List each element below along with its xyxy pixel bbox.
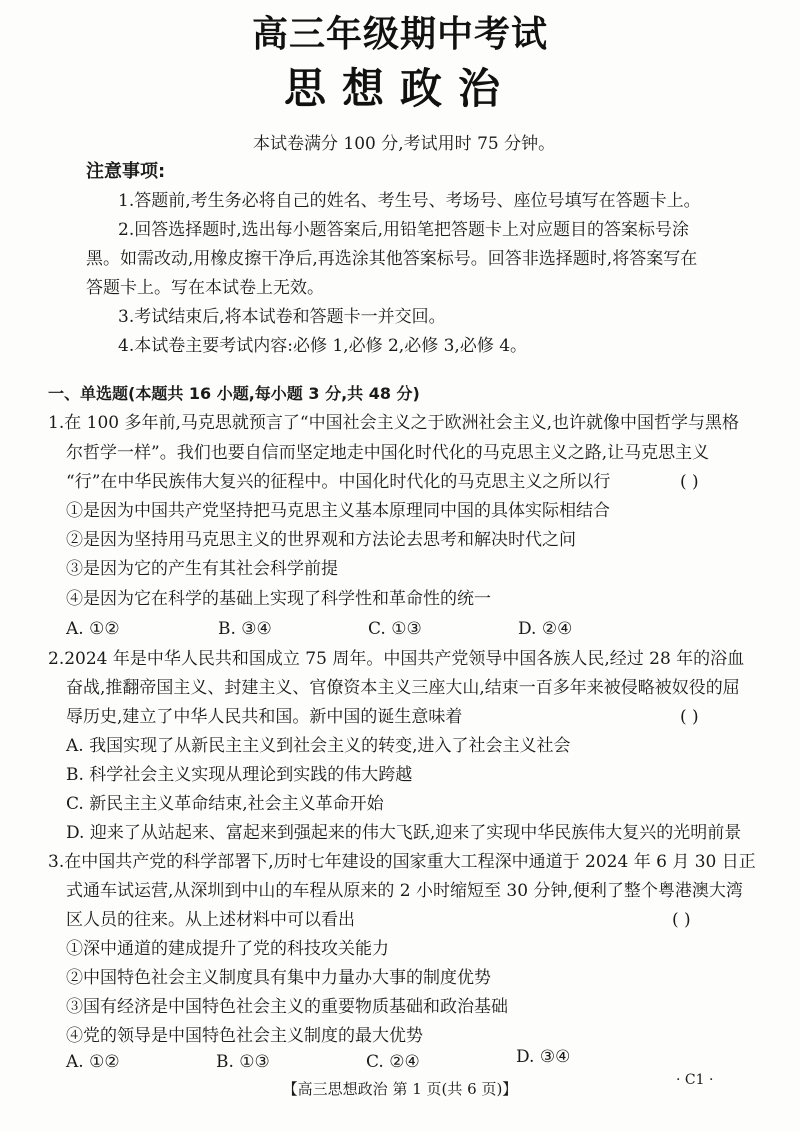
note-line: 4.本试卷主要考试内容:必修 1,必修 2,必修 3,必修 4。 — [118, 336, 528, 356]
question-1-option-b: B. ③④ — [218, 619, 272, 639]
note-line: 3.考试结束后,将本试卷和答题卡一并交回。 — [118, 307, 446, 327]
question-1-option-a: A. ①② — [66, 619, 120, 639]
page-code: · C1 · — [676, 1072, 714, 1088]
question-1-stem: “行”在中华民族伟大复兴的征程中。中国化时代化的马克思主义之所以行 — [66, 472, 611, 492]
exam-title: 高三年级期中考试 — [251, 14, 548, 55]
note-line: 黑。如需改动,用橡皮擦干净后,再选涂其他答案标号。回答非选择题时,将答案写在 — [86, 249, 698, 269]
note-line: 2.回答选择题时,选出每小题答案后,用铅笔把答题卡上对应题目的答案标号涂 — [118, 220, 690, 240]
question-2-stem: 辱历史,建立了中华人民共和国。新中国的诞生意味着 — [66, 707, 463, 727]
question-3-stem: 式通车试运营,从深圳到中山的车程从原来的 2 小时缩短至 30 分钟,便利了整个粤港澳大湾 — [66, 881, 743, 901]
question-3-option-a: A. ①② — [66, 1052, 120, 1072]
section-heading: 一、单选题(本题共 16 小题,每小题 3 分,共 48 分) — [48, 384, 420, 403]
notes-heading: 注意事项: — [86, 161, 166, 182]
note-line: 1.答题前,考生务必将自己的姓名、考生号、考场号、座位号填写在答题卡上。 — [118, 191, 701, 211]
question-1-item: ④是因为它在科学的基础上实现了科学性和革命性的统一 — [66, 589, 491, 609]
question-1-stem: 尔哲学一样”。我们也要自信而坚定地走中国化时代化的马克思主义之路,让马克思主义 — [66, 443, 710, 463]
question-1-stem: 1.在 100 多年前,马克思就预言了“中国社会主义之于欧洲社会主义,也许就像中国哲学与黑格 — [48, 413, 739, 433]
question-1-option-c: C. ①③ — [368, 619, 422, 639]
question-3-stem: 区人员的往来。从上述材料中可以看出 — [66, 910, 355, 930]
question-3-option-b: B. ①③ — [216, 1052, 270, 1072]
note-line: 答题卡上。写在本试卷上无效。 — [86, 278, 324, 298]
question-2-option-d: D. 迎来了从站起来、富起来到强起来的伟大飞跃,迎来了实现中华民族伟大复兴的光明前景 — [66, 823, 742, 843]
answer-bracket: ( ) — [672, 910, 691, 930]
answer-bracket: ( ) — [680, 707, 699, 727]
question-3-item: ①深中通道的建成提升了党的科技攻关能力 — [66, 939, 389, 959]
exam-info: 本试卷满分 100 分,考试用时 75 分钟。 — [253, 134, 556, 154]
question-3-item: ②中国特色社会主义制度具有集中力量办大事的制度优势 — [66, 968, 491, 988]
question-2-stem: 奋战,推翻帝国主义、封建主义、官僚资本主义三座大山,结束一百多年来被侵略被奴役的屈 — [66, 678, 740, 698]
page-footer: 【高三思想政治 第 1 页(共 6 页)】 — [282, 1080, 518, 1098]
question-1-item: ①是因为中国共产党坚持把马克思主义基本原理同中国的具体实际相结合 — [66, 501, 610, 521]
question-1-item: ②是因为坚持用马克思主义的世界观和方法论去思考和解决时代之问 — [66, 530, 576, 550]
question-2-option-a: A. 我国实现了从新民主主义到社会主义的转变,进入了社会主义社会 — [66, 736, 571, 756]
question-1-item: ③是因为它的产生有其社会科学前提 — [66, 559, 338, 579]
question-2-option-c: C. 新民主主义革命结束,社会主义革命开始 — [66, 794, 384, 814]
question-3-option-d: D. ③④ — [516, 1047, 571, 1067]
question-3-item: ④党的领导是中国特色社会主义制度的最大优势 — [66, 1026, 423, 1046]
answer-bracket: ( ) — [680, 472, 699, 492]
question-3-stem: 3.在中国共产党的科学部署下,历时七年建设的国家重大工程深中通道于 2024 年 6 月 30 日正 — [48, 852, 756, 872]
question-3-option-c: C. ②④ — [366, 1052, 420, 1072]
question-1-option-d: D. ②④ — [518, 619, 573, 639]
question-3-item: ③国有经济是中国特色社会主义的重要物质基础和政治基础 — [66, 997, 508, 1017]
subject-title: 思想政治 — [283, 64, 516, 113]
question-2-stem: 2.2024 年是中华人民共和国成立 75 周年。中国共产党领导中国各族人民,经过 28 年的浴血 — [48, 649, 745, 669]
question-2-option-b: B. 科学社会主义实现从理论到实践的伟大跨越 — [66, 765, 413, 785]
